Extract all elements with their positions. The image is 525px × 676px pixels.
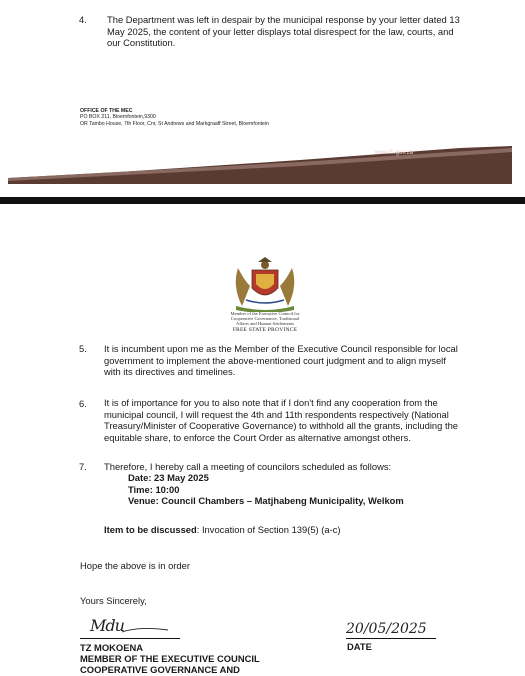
signature: Mdu [90, 616, 124, 635]
office-address: OR Tambo House, 7th Floor, Cnr, St Andrews and Markgraaff Street, Bloemfontein [80, 120, 269, 127]
item-7-number: 7. [79, 461, 87, 472]
meeting-details [128, 472, 468, 507]
item-6-text [104, 397, 494, 443]
footer-banner [0, 140, 525, 186]
item-4-text [107, 14, 477, 49]
crest-caption [190, 311, 340, 327]
item-7-intro: Therefore, I hereby call a meeting of councilors scheduled as follows: [104, 461, 392, 472]
signatory-title: MEMBER OF THE EXECUTIVE COUNCIL [80, 653, 260, 664]
closing-line: Yours Sincerely, [80, 595, 147, 606]
date-label: DATE [347, 641, 372, 652]
signature-line [80, 638, 180, 639]
signatory-block [80, 642, 380, 675]
item-5-line: It is incumbent upon me as the Member of the Executive Council responsible for local [104, 343, 458, 354]
signature-flourish [120, 626, 170, 636]
item-4-line: The Department was left in despair by the municipal response by your letter dated 13 [107, 14, 460, 25]
item-6-line: Treasury/Minister of Cooperative Governance) to withhold all the grants, including the [104, 420, 458, 432]
item-discussed [104, 524, 484, 536]
hope-line: Hope the above is in order [80, 560, 190, 571]
office-title: OFFICE OF THE MEC [80, 108, 133, 114]
item-6-line: equitable share, to enforce the Court Order as alternative amongst others. [104, 431, 411, 443]
page-divider [0, 197, 525, 204]
item-6-line: municipal council, I will request the 4th and 11th respondents respectively (National [104, 408, 449, 420]
office-block [80, 108, 269, 127]
item-5-number: 5. [79, 343, 87, 354]
office-box: PO BOX 211, Bloemfontein,9300 [80, 114, 156, 121]
coat-of-arms-icon [222, 256, 308, 312]
signatory-name: TZ MOKOENA [80, 642, 144, 653]
item-6-line: It is of importance for you to also note that if I don't find any cooperation from the [104, 397, 438, 408]
item-discussed-label: Item to be discussed [104, 524, 197, 535]
item-discussed-value: : Invocation of Section 139(5) (a-c) [196, 524, 341, 535]
signatory-title: COOPERATIVE GOVERNANCE AND [80, 664, 240, 675]
footer-url: www.fs.gov.za [375, 150, 413, 156]
item-5-line: with its directives and timelines. [104, 366, 236, 378]
handwritten-date: 20/05/2025 [346, 621, 427, 637]
date-line [346, 638, 436, 639]
crest-line: Affairs and Human Settlements [236, 321, 294, 327]
item-4-line: May 2025, the content of your letter displays total disrespect for the law, courts, and [107, 25, 454, 37]
item-6-number: 6. [79, 398, 87, 409]
item-5-line: government to implement the above-mentioned court judgment and to align myself [104, 354, 446, 366]
province-name: FREE STATE PROVINCE [232, 327, 298, 333]
meeting-date: Date: 23 May 2025 [128, 472, 209, 483]
crest-line: Cooperative Governance, Traditional [230, 316, 300, 322]
meeting-venue: Venue: Council Chambers – Matjhabeng Municipality, Welkom [128, 495, 404, 507]
item-5-text [104, 343, 484, 378]
meeting-time: Time: 10:00 [128, 483, 180, 495]
crest-line: Member of the Executive Council for [230, 311, 300, 316]
item-4-line: our Constitution. [107, 37, 176, 49]
item-4-number: 4. [79, 14, 87, 25]
